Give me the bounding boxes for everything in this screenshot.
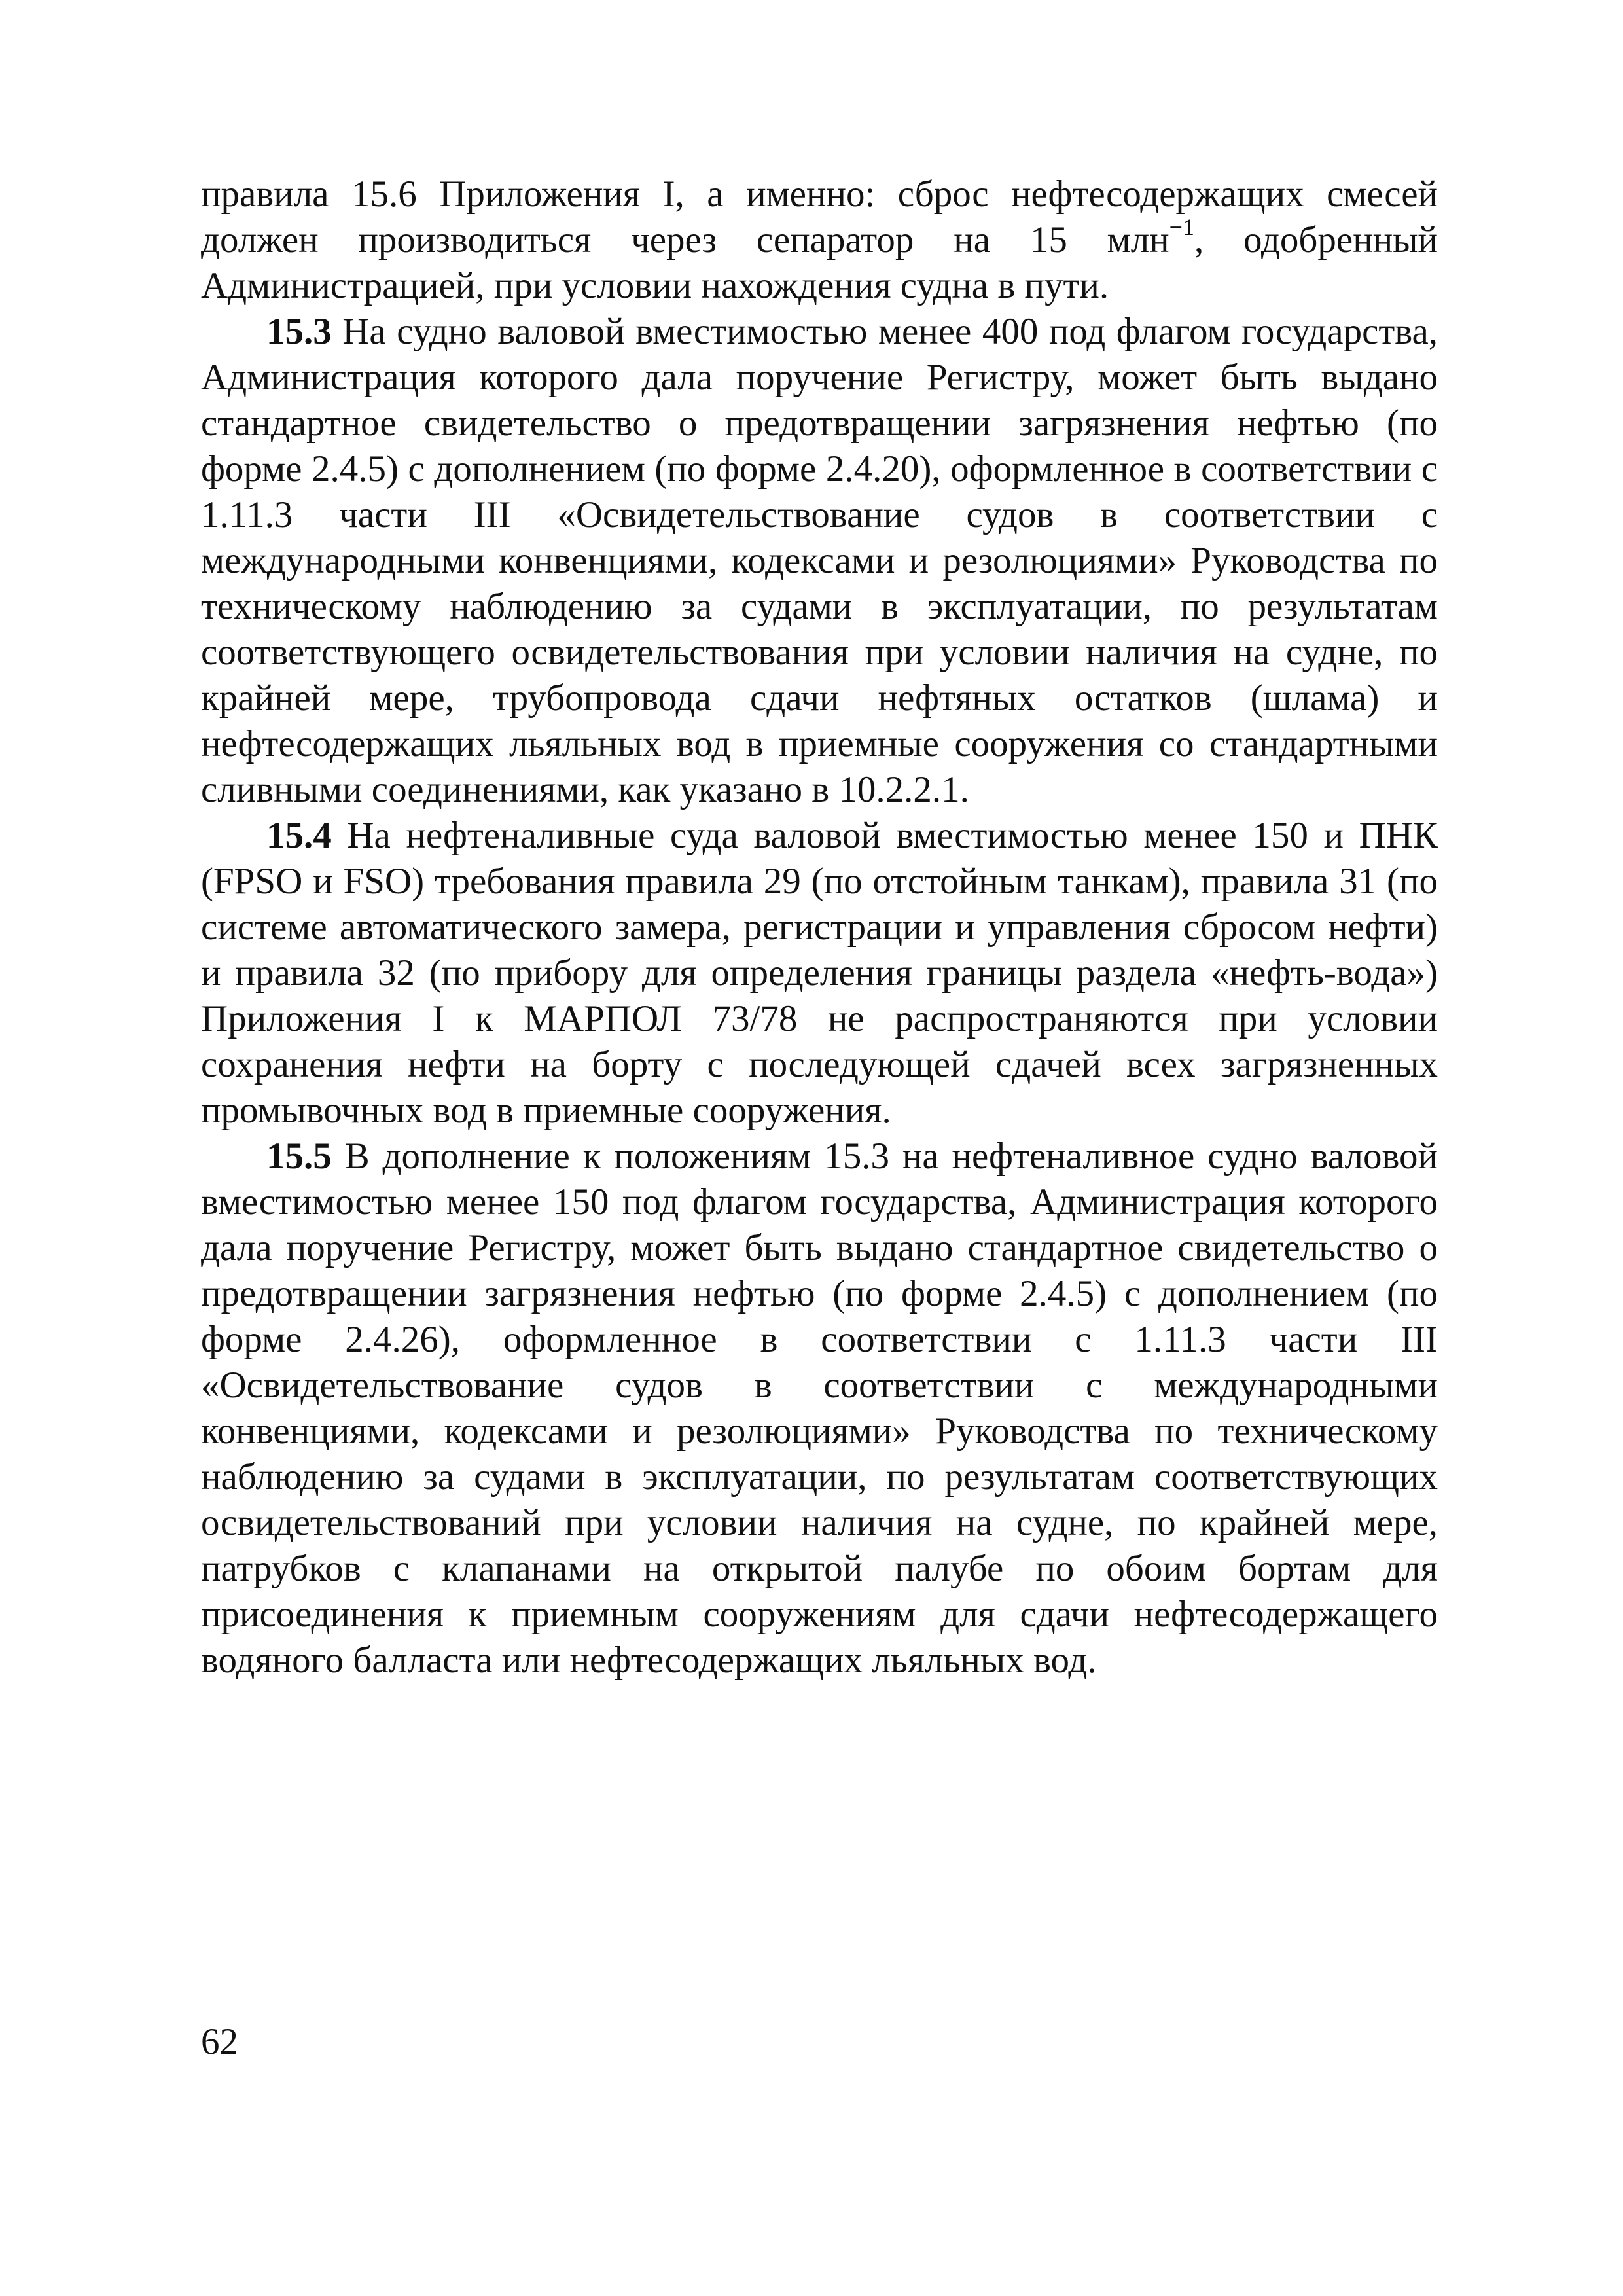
paragraph-15-4 [201,813,1438,1134]
paragraph-15-3 [201,309,1438,813]
clause-number: 15.5 [266,1136,332,1177]
clause-number: 15.3 [266,311,332,352]
paragraph-continuation [201,171,1438,309]
clause-number: 15.4 [266,815,332,856]
paragraph-15-5 [201,1134,1438,1683]
superscript-exponent: −1 [1169,214,1194,240]
paragraph-text: В дополнение к положениям 15.3 на нефтеналивное судно валовой вместимостью менее 150 под флагом государства, Администрация которого дала поручение Регистру, может быть выдано стандартное свидетельство о предотвращении загрязнения нефтью (по форме 2.4.5) с дополнением (по форме 2.4.26), оформленное в соответствии с 1.11.3 части III «Освидетельствование судов в соответствии с международными конвенциями, кодексами и резолюциями» Руководства по техническому наблюдению за судами в эксплуатации, по результатам соответствующих освидетельствований при условии наличия на судне, по крайней мере, патрубков с клапанами на открытой палубе по обоим бортам для присоединения к приемным сооружениям для сдачи нефтесодержащего водяного балласта или нефтесодержащих льяльных вод. [201,1136,1438,1681]
paragraph-text: На нефтеналивные суда валовой вместимостью менее 150 и ПНК (FPSO и FSO) требования правила 29 (по отстойным танкам), правила 31 (по системе автоматического замера, регистрации и управления сбросом нефти) и правила 32 (по прибору для определения границы раздела «нефть-вода») Приложения I к МАРПОЛ 73/78 не распространяются при условии сохранения нефти на борту с последующей сдачей всех загрязненных промывочных вод в приемные сооружения. [201,815,1438,1131]
page-number: 62 [201,2021,238,2062]
paragraph-text: На судно валовой вместимостью менее 400 под флагом государства, Администрация которого дала поручение Регистру, может быть выдано стандартное свидетельство о предотвращении загрязнения нефтью (по форме 2.4.5) с дополнением (по форме 2.4.20), оформленное в соответствии с 1.11.3 части III «Освидетельствование судов в соответствии с международными конвенциями, кодексами и резолюциями» Руководства по техническому наблюдению за судами в эксплуатации, по результатам соответствующего освидетельствования при условии наличия на судне, по крайней мере, трубопровода сдачи нефтяных остатков (шлама) и нефтесодержащих льяльных вод в приемные сооружения со стандартными сливными соединениями, как указано в 10.2.2.1. [201,311,1438,810]
paragraph-text: , одобренный Администрацией, при условии нахождения судна в пути. [201,219,1438,306]
body-text [201,171,1438,1683]
paragraph-text: правила 15.6 Приложения I, а именно: сброс нефтесодержащих смесей должен производиться через сепаратор на 15 млн [201,173,1438,260]
